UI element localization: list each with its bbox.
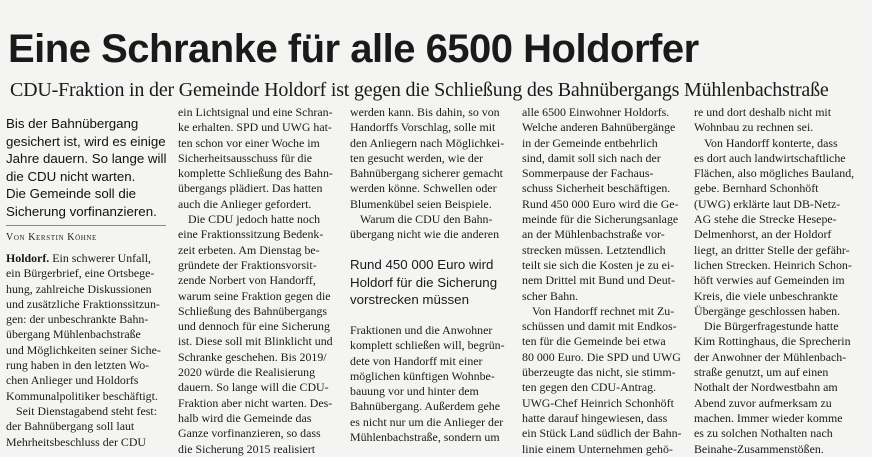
article-line: es zu solchen Nothalten nach (694, 426, 833, 441)
article-line: und Möglichkeiten seiner Siche- (6, 342, 161, 357)
article-line: teilt sie sich die Kosten je zu ei- (522, 257, 675, 272)
article-line: alle 6500 Einwohner Holdorfs. (522, 105, 670, 119)
article-line: ten für die Gemeinde bei etwa (522, 334, 666, 349)
article-line: Schließung des Bahnübergangs (178, 303, 328, 318)
article-line: Sommerpause der Fachaus- (522, 166, 654, 181)
article-line: Abend zuvor aufmerksam zu (694, 395, 832, 410)
article-line: machen. Immer wieder komme (694, 410, 843, 425)
article-line: Kreis, die viele unbeschrankte (694, 288, 838, 303)
article-line: Delmenhorst, an der Holdorf (694, 227, 832, 242)
article-line: überzeugte das nicht, sie stimm- (522, 365, 676, 380)
article-column-5 (694, 105, 856, 457)
article-line: und zusätzliche Fraktionssitzun- (6, 296, 160, 311)
article-line: Die CDU jedoch hatte noch (188, 212, 321, 227)
article-line: Bahnübergang sicherer gemacht (350, 166, 503, 181)
article-text: Ein schwerer Unfall, (49, 251, 151, 265)
article-line: chen Anlieger und Holdorfs (6, 373, 139, 388)
article-line: übergang nicht wie die anderen (350, 227, 500, 242)
article-line: Sicherheitsausschuss für die (178, 150, 313, 165)
article-line: Rund 450 000 Euro wird die Ge- (522, 196, 679, 211)
article-line: sind, damit soll sich nach der (522, 150, 661, 165)
article-line: straße genutzt, um auf einen (694, 365, 829, 380)
author-rule (6, 225, 166, 226)
article-line: übergang Mühlenbachstraße (6, 327, 141, 342)
article-line: Von Handorff rechnet mit Zu- (532, 303, 675, 318)
article-line: hung, zahlreiche Diskussionen (6, 281, 152, 296)
article-line: gründete der Fraktionsvorsit- (178, 257, 317, 272)
pull-quote-line: vorstrecken müssen (350, 292, 469, 307)
article-line: schüssen und damit mit Endkos- (522, 319, 677, 334)
article-line: Kim Rottinghaus, die Sprecherin (694, 334, 851, 349)
headline: Eine Schranke für alle 6500 Holdorfer (8, 27, 699, 71)
article-line: die Sicherung 2015 realisiert (178, 441, 316, 456)
article-line: an der Mühlenbachstraße vor- (522, 227, 665, 242)
article-line: Mehrheitsbeschluss der CDU (6, 434, 147, 449)
article-line: 2020 würde die Realisierung (178, 365, 316, 380)
article-line: Von Handorff konterte, dass (704, 135, 838, 150)
article-line: Welche anderen Bahnübergänge (522, 120, 676, 135)
pull-quote (350, 256, 515, 309)
article-line: zende Norbert von Handorff, (178, 273, 316, 288)
article-line: möglichen künftigen Wohnbe- (350, 368, 495, 383)
article-line: halb wird die Gemeinde das (178, 410, 312, 425)
article-line: den Anliegern nach Möglichkei- (350, 135, 505, 150)
article-line: ten gesucht werden, wie der (350, 150, 484, 165)
teaser-line: Jahre dauern. So lange will (6, 151, 167, 166)
article-line: Blumenkübel seien Beispiele. (350, 196, 492, 211)
article-line: Die Bürgerfragestunde hatte (704, 319, 839, 334)
article-line: es dort auch landwirtschaftliche (694, 150, 846, 165)
dateline: Holdorf. (6, 251, 50, 265)
article-line (6, 251, 168, 266)
article-line: und dennoch für eine Sicherung (178, 319, 330, 334)
article-line: meinde für die Sicherungsanlage (522, 212, 679, 227)
article-line: ke erhalten. SPD und UWG hat- (178, 120, 332, 135)
teaser-line: gesichert ist, wird es einige (6, 133, 166, 149)
article-line: (UWG) erklärte laut DB-Netz- (694, 196, 841, 211)
article-line: dauern. So lange will die CDU- (178, 380, 329, 395)
article-line: der Anwohner der Mühlenbach- (694, 349, 847, 364)
pull-quote-line: Rund 450 000 Euro wird (350, 257, 494, 272)
article-line: höft verwies auf Gemeinden im (694, 273, 845, 288)
article-line: komplett schließen will, begrün- (350, 338, 505, 353)
article-line: ein Bürgerbrief, eine Ortsbege- (6, 266, 155, 281)
author-byline: Von Kerstin Köhne (6, 232, 97, 243)
article-line: werden könne. Schwellen oder (350, 181, 497, 196)
article-line: dete von Handorff mit einer (350, 353, 483, 368)
teaser-line: die CDU nicht warten. (6, 168, 136, 184)
article-line: der Bahnübergang soll laut (6, 419, 135, 434)
article-line: Nothalt der Nordwestbahn am (694, 380, 838, 395)
article-line: ist. Diese soll mit Blinklicht und (178, 334, 333, 349)
article-line: ten schon vor einer Woche im (178, 135, 320, 150)
article-line: strecken müssen. Letztendlich (522, 242, 666, 257)
article-line: ein Lichtsignal und eine Schran- (178, 105, 333, 119)
teaser (6, 115, 171, 220)
article-line: Flächen, also mögliches Bauland, (694, 166, 855, 181)
article-line: übergangs plädiert. Das hatten (178, 181, 323, 196)
article-line: Ganze vorfinanzieren, so dass (178, 426, 321, 441)
article-line: Beinahe-Zusammenstößen. (694, 441, 824, 456)
article-line: Handorffs Vorschlag, solle mit (350, 120, 496, 135)
article-line: Warum die CDU den Bahn- (360, 212, 493, 227)
article-line: liegt, an dritter Stelle der gefähr- (694, 242, 850, 257)
subheadline: CDU-Fraktion in der Gemeinde Holdorf ist gegen die Schließung des Bahnübergangs Mühlenbachstraße (10, 79, 829, 101)
teaser-line: Bis der Bahnübergang (6, 116, 139, 131)
article-line: 80 000 Euro. Die SPD und UWG (522, 349, 681, 364)
article-column-4 (522, 105, 684, 457)
article-line: werden kann. Bis dahin, so von (350, 105, 500, 119)
article-line: rung haben in den letzten Wo- (6, 358, 150, 373)
article-line: UWG-Chef Heinrich Schonhöft (522, 395, 674, 410)
article-line: in der Gemeinde entbehrlich (522, 135, 658, 150)
article-column-3-top (350, 105, 512, 243)
article-line: warum seine Fraktion gegen die (178, 288, 331, 303)
article-line: ein Stück Land südlich der Bahn- (522, 426, 682, 441)
article-line: Bahnübergang. Außerdem gehe (350, 399, 501, 414)
article-line: Seit Dienstagabend steht fest: (16, 403, 158, 418)
article-line: Schranke geschehen. Bis 2019/ (178, 349, 327, 364)
article-line: eine Fraktionssitzung Bedenk- (178, 227, 324, 242)
article-line: Fraktion aber nicht warten. Des- (178, 395, 333, 410)
article-line: linie einem Unternehmen gehö- (522, 441, 673, 456)
teaser-line: Sicherung vorfinanzieren. (6, 203, 157, 219)
article-column-3-bottom (350, 323, 512, 445)
article-line: schuss Sicherheit beschäftigen. (522, 181, 671, 196)
pull-quote-line: Holdorf für die Sicherung (350, 274, 498, 290)
article-line: hatte darauf hingewiesen, dass (522, 410, 668, 425)
article-line: gebe. Bernhard Schonhöft (694, 181, 819, 196)
article-line: auch die Anlieger gefordert. (178, 196, 312, 211)
article-column-1 (6, 251, 168, 450)
article-line: zeit erbeten. Am Dienstag be- (178, 242, 320, 257)
article-line: Übergänge geschlossen haben. (694, 303, 841, 318)
article-line: scher Bahn. (522, 288, 579, 303)
article-line: lichen Strecken. Heinrich Schon- (694, 257, 852, 272)
article-line: bauung vor und hinter dem (350, 384, 479, 399)
article-line: Fraktionen und die Anwohner (350, 323, 493, 337)
article-line: Wohnbau zu rechnen sei. (694, 120, 814, 135)
article-line: Kommunalpolitiker beschäftigt. (6, 388, 158, 403)
article-column-2 (178, 105, 340, 457)
article-line: re und dort deshalb nicht mit (694, 105, 832, 119)
article-line: es nicht nur um die Anlieger der (350, 414, 504, 429)
article-line: AG stehe die Strecke Hesepe- (694, 212, 837, 227)
article-line: komplette Schließung des Bahn- (178, 166, 333, 181)
article-line: nem Drittel mit Bund und Deut- (522, 273, 675, 288)
article-line: gen: der unbeschrankte Bahn- (6, 312, 149, 327)
teaser-line: Die Gemeinde soll die (6, 186, 137, 201)
article-line: ten gegen den CDU-Antrag. (522, 380, 657, 395)
article-line: Mühlenbachstraße, sondern um (350, 430, 500, 445)
